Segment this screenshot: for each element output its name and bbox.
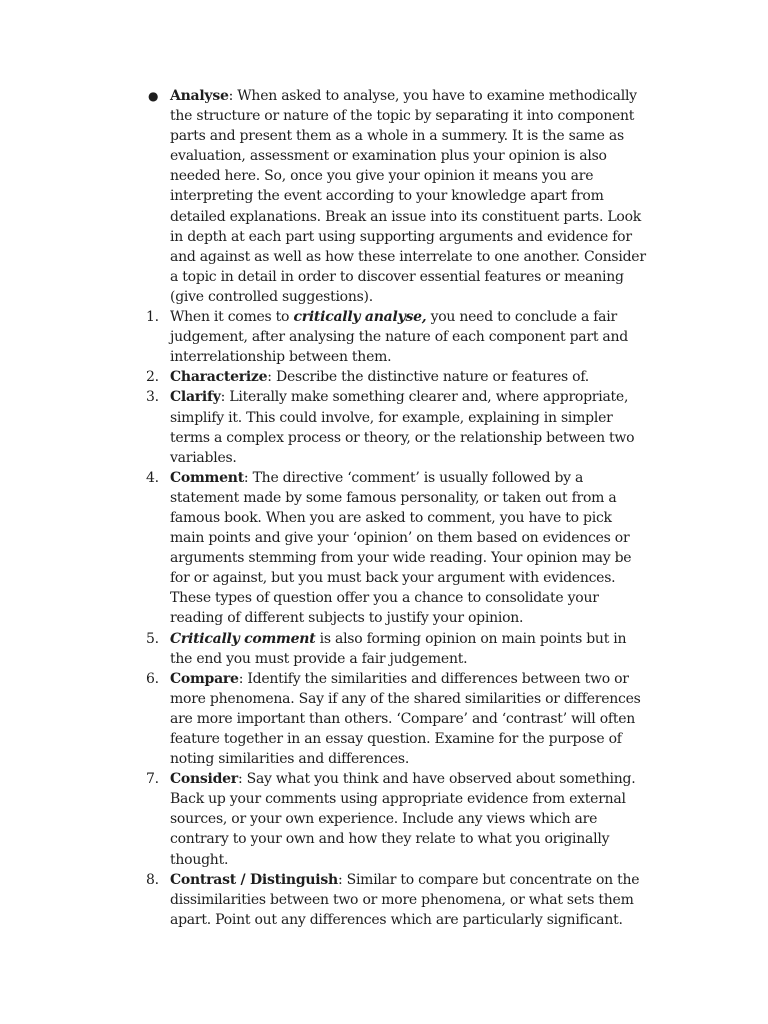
definition-prefix: When it comes to [170,309,294,326]
term-critically-analyse: critically analyse, [293,309,427,326]
term-consider: Consider [170,771,238,788]
list-number: 3. [146,389,159,406]
definition-text: you need to conclude a fair judgement, after analysing the nature of each component part and interrelationship between them. [170,309,628,366]
list-item-contrast-distinguish [146,870,648,930]
term-separator: : [220,389,230,406]
term-separator: : [337,871,347,888]
term-critically-comment: Critically comment [170,630,316,647]
list-number: 4. [146,469,159,486]
list-item-analyse [148,86,648,307]
term-separator: : [237,771,247,788]
term-comment: Comment [170,469,244,486]
list-number: 2. [146,369,159,386]
list-item-critically-comment [146,629,648,669]
list-number: 1. [146,309,159,326]
definition-text: Identify the similarities and differences between two or more phenomena. Say if any of the shared similarities or differences are more important than others. ‘Compare’ and ‘contrast’ will often feature together in an essay question. Examine for the purpose of noting similarities and differences. [170,670,641,768]
definition-text: When asked to analyse, you have to examine methodically the structure or nature of the topic by separating it into component parts and present them as a whole in a summery. It is the same as evaluation, assessment or examination plus your opinion is also needed here. So, once you give your opinion it means you are interpreting the event according to your knowledge apart from detailed explanations. Break an issue into its constituent parts. Look in depth at each part using supporting arguments and evidence for and against as well as how these interrelate to one another. Consider a topic in detail in order to discover essential features or meaning (give controlled suggestions). [170,88,646,305]
definition-text: The directive ‘comment’ is usually followed by a statement made by some famous personality, or taken out from a famous book. When you are asked to comment, you have to pick main points and give your ‘opinion’ on them based on evidences or arguments stemming from your wide reading. Your opinion may be for or against, but you must back your argument with evidences. These types of question offer you a chance to consolidate your reading of different subjects to justify your opinion. [170,469,632,627]
list-number: 8. [146,871,159,888]
list-number: 6. [146,670,159,687]
definition-text: is also forming opinion on main points but in the end you must provide a fair judgement. [170,630,627,667]
list-item-comment [146,468,648,629]
definition-text: Describe the distinctive nature or features of. [275,369,589,386]
term-separator: : [267,369,276,386]
term-compare: Compare [170,670,239,687]
directive-list [146,86,648,930]
list-number: 5. [146,630,159,647]
term-separator: : [238,670,248,687]
list-item-clarify [146,387,648,467]
term-separator: : [243,469,253,486]
list-item-consider [146,769,648,869]
term-clarify: Clarify [170,389,221,406]
definition-text: Similar to compare but concentrate on the dissimilarities between two or more phenomena, or what sets them apart. Point out any differences which are particularly significant. [170,871,640,928]
definition-text: Literally make something clearer and, where appropriate, simplify it. This could involve, for example, explaining in simpler terms a complex process or theory, or the relationship between two variables. [170,389,635,466]
definition-text: Say what you think and have observed about something. Back up your comments using appropriate evidence from external sources, or your own experience. Include any views which are contrary to your own and how they relate to what you originally thought. [170,771,636,868]
bullet-marker: ● [148,89,159,103]
term-contrast-distinguish: Contrast / Distinguish [170,871,338,888]
list-item-critically-analyse [146,307,648,367]
term-analyse: Analyse [170,88,229,104]
term-separator: : [228,88,238,104]
list-item-characterize [146,367,648,387]
term-characterize: Characterize [170,369,268,386]
list-number: 7. [146,771,159,788]
list-item-compare [146,669,648,769]
